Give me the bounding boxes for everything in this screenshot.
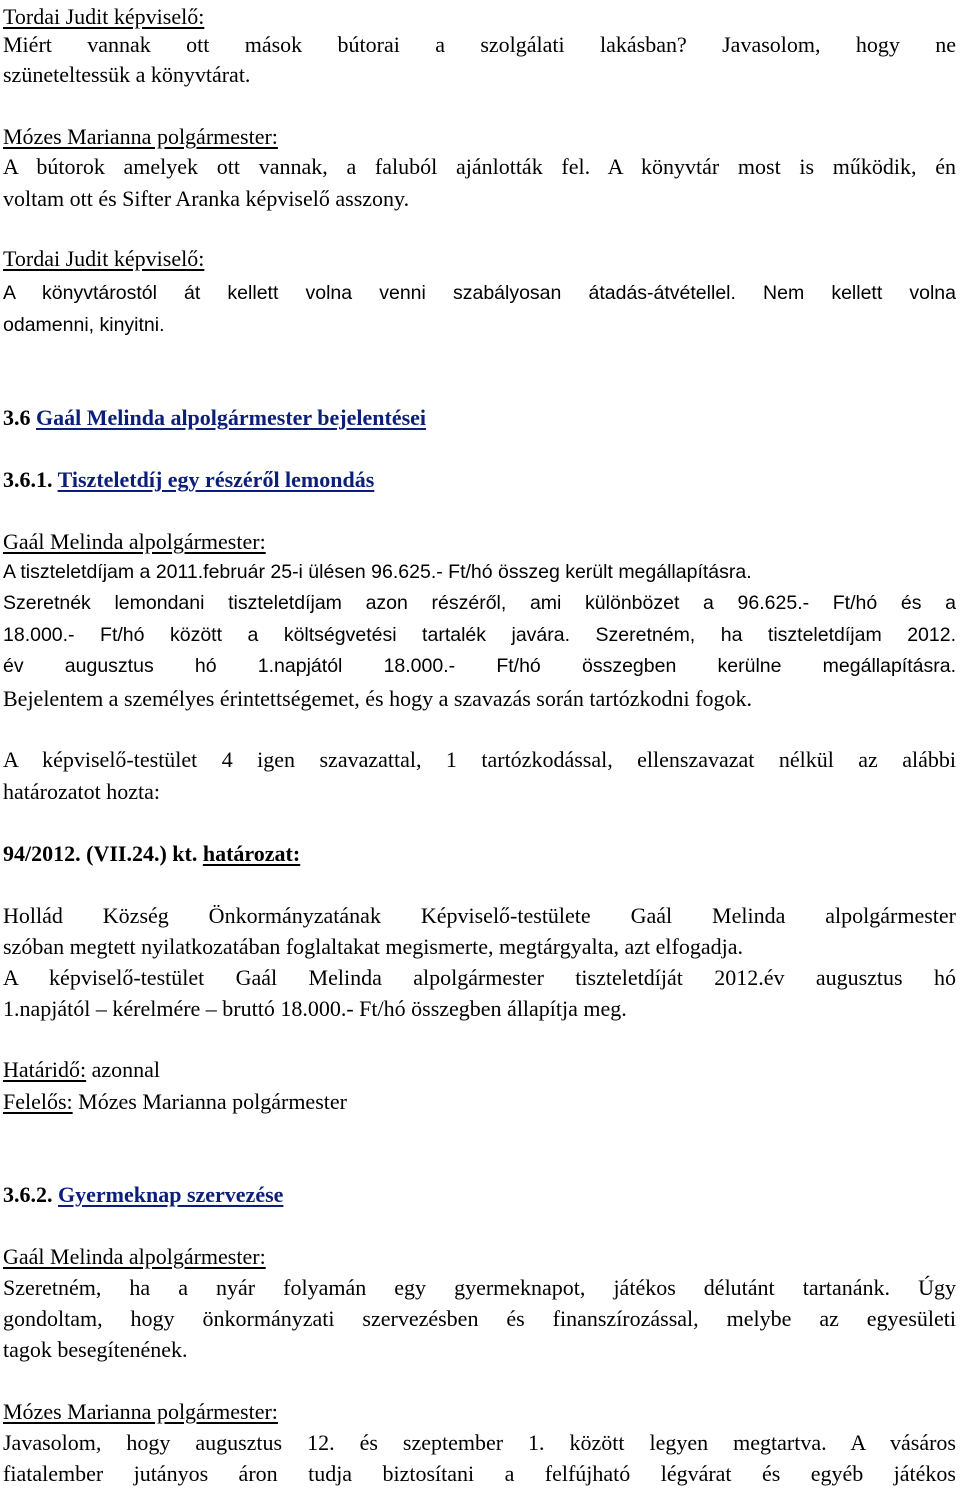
speaker-label: Gaál Melinda alpolgármester: <box>3 1244 266 1269</box>
paragraph-line: gondoltam, hogy önkormányzati szervezésben és finanszírozással, melybe az egyesületi <box>3 1306 956 1331</box>
speaker-gaal-2 <box>3 1244 956 1270</box>
paragraph-line: A bútorok amelyek ott vannak, a faluból ajánlották fel. A könyvtár most is működik, én <box>3 154 956 179</box>
speaker-label: Tordai Judit képviselő: <box>3 246 205 271</box>
paragraph-line: szüneteltessük a könyvtárat. <box>3 62 251 87</box>
section-title: Gaál Melinda alpolgármester bejelentései <box>36 405 427 430</box>
responsible-line <box>3 1089 956 1115</box>
paragraph-line: voltam ott és Sifter Aranka képviselő asszony. <box>3 186 410 211</box>
subsection-title: Gyermeknap szervezése <box>58 1182 284 1207</box>
deadline-label: Határidő: <box>3 1057 87 1082</box>
subsection-title: Tiszteletdíj egy részéről lemondás <box>57 467 375 492</box>
paragraph-line: A képviselő-testület 4 igen szavazattal, 1 tartózkodással, ellenszavazat nélkül az alábbi <box>3 747 956 772</box>
deadline-line <box>3 1057 956 1083</box>
paragraph-line: 18.000.- Ft/hó között a költségvetési tartalék javára. Szeretném, ha tiszteletdíjam 2012. <box>3 624 956 646</box>
section-heading-3-6 <box>3 405 956 431</box>
paragraph-line: fiatalember jutányos áron tudja biztosítani a felfújható légvárat és egyéb játékos <box>3 1461 956 1486</box>
speaker-gaal-1 <box>3 529 956 555</box>
resolution-label: határozat: <box>202 841 301 866</box>
speaker-label: Tordai Judit képviselő: <box>3 4 205 29</box>
speaker-tordai-1 <box>3 4 956 30</box>
paragraph-line: A tiszteletdíjam a 2011.február 25-i ülésen 96.625.- Ft/hó összeg került megállapításra. <box>3 561 752 583</box>
paragraph-line: határozatot hozta: <box>3 779 160 804</box>
subsection-number: 3.6.2. <box>3 1182 53 1207</box>
paragraph-line: 1.napjától – kérelmére – bruttó 18.000.- Ft/hó összegben állapítja meg. <box>3 996 627 1021</box>
subsection-heading-3-6-2 <box>3 1182 956 1208</box>
paragraph-line: Javasolom, hogy augusztus 12. és szeptember 1. között legyen megtartva. A vásáros <box>3 1430 956 1455</box>
resolution-heading <box>3 841 956 867</box>
resolution-number: 94/2012. (VII.24.) kt. <box>3 841 198 866</box>
paragraph-line: odamenni, kinyitni. <box>3 314 165 336</box>
responsible-label: Felelős: <box>3 1089 73 1114</box>
speaker-mozes-2 <box>3 1399 956 1425</box>
paragraph-line: Szeretném, ha a nyár folyamán egy gyermeknapot, játékos délutánt tartanánk. Úgy <box>3 1275 956 1300</box>
paragraph-line: szóban megtett nyilatkozatában foglaltakat megismerte, megtárgyalta, azt elfogadja. <box>3 934 743 959</box>
responsible-value: Mózes Marianna polgármester <box>72 1089 347 1114</box>
paragraph-line: Miért vannak ott mások bútorai a szolgálati lakásban? Javasolom, hogy ne <box>3 32 956 57</box>
speaker-label: Gaál Melinda alpolgármester: <box>3 529 266 554</box>
paragraph-line: A könyvtárostól át kellett volna venni szabályosan átadás-átvétellel. Nem kellett volna <box>3 282 956 304</box>
subsection-number: 3.6.1. <box>3 467 53 492</box>
paragraph-line: Szeretnék lemondani tiszteletdíjam azon részéről, ami különbözet a 96.625.- Ft/hó és a <box>3 592 956 614</box>
paragraph-line: tagok besegítenének. <box>3 1337 188 1362</box>
speaker-tordai-2 <box>3 246 956 272</box>
speaker-label: Mózes Marianna polgármester: <box>3 1399 278 1424</box>
paragraph-line: év augusztus hó 1.napjától 18.000.- Ft/hó összegben kerülne megállapításra. <box>3 655 956 677</box>
paragraph-line: Bejelentem a személyes érintettségemet, és hogy a szavazás során tartózkodni fogok. <box>3 686 752 711</box>
paragraph-line: Hollád Község Önkormányzatának Képviselő-testülete Gaál Melinda alpolgármester <box>3 903 956 928</box>
section-number: 3.6 <box>3 405 31 430</box>
speaker-mozes-1 <box>3 124 956 150</box>
subsection-heading-3-6-1 <box>3 467 956 493</box>
deadline-value: azonnal <box>86 1057 160 1082</box>
paragraph-line: A képviselő-testület Gaál Melinda alpolgármester tiszteletdíját 2012.év augusztus hó <box>3 965 956 990</box>
speaker-label: Mózes Marianna polgármester: <box>3 124 278 149</box>
